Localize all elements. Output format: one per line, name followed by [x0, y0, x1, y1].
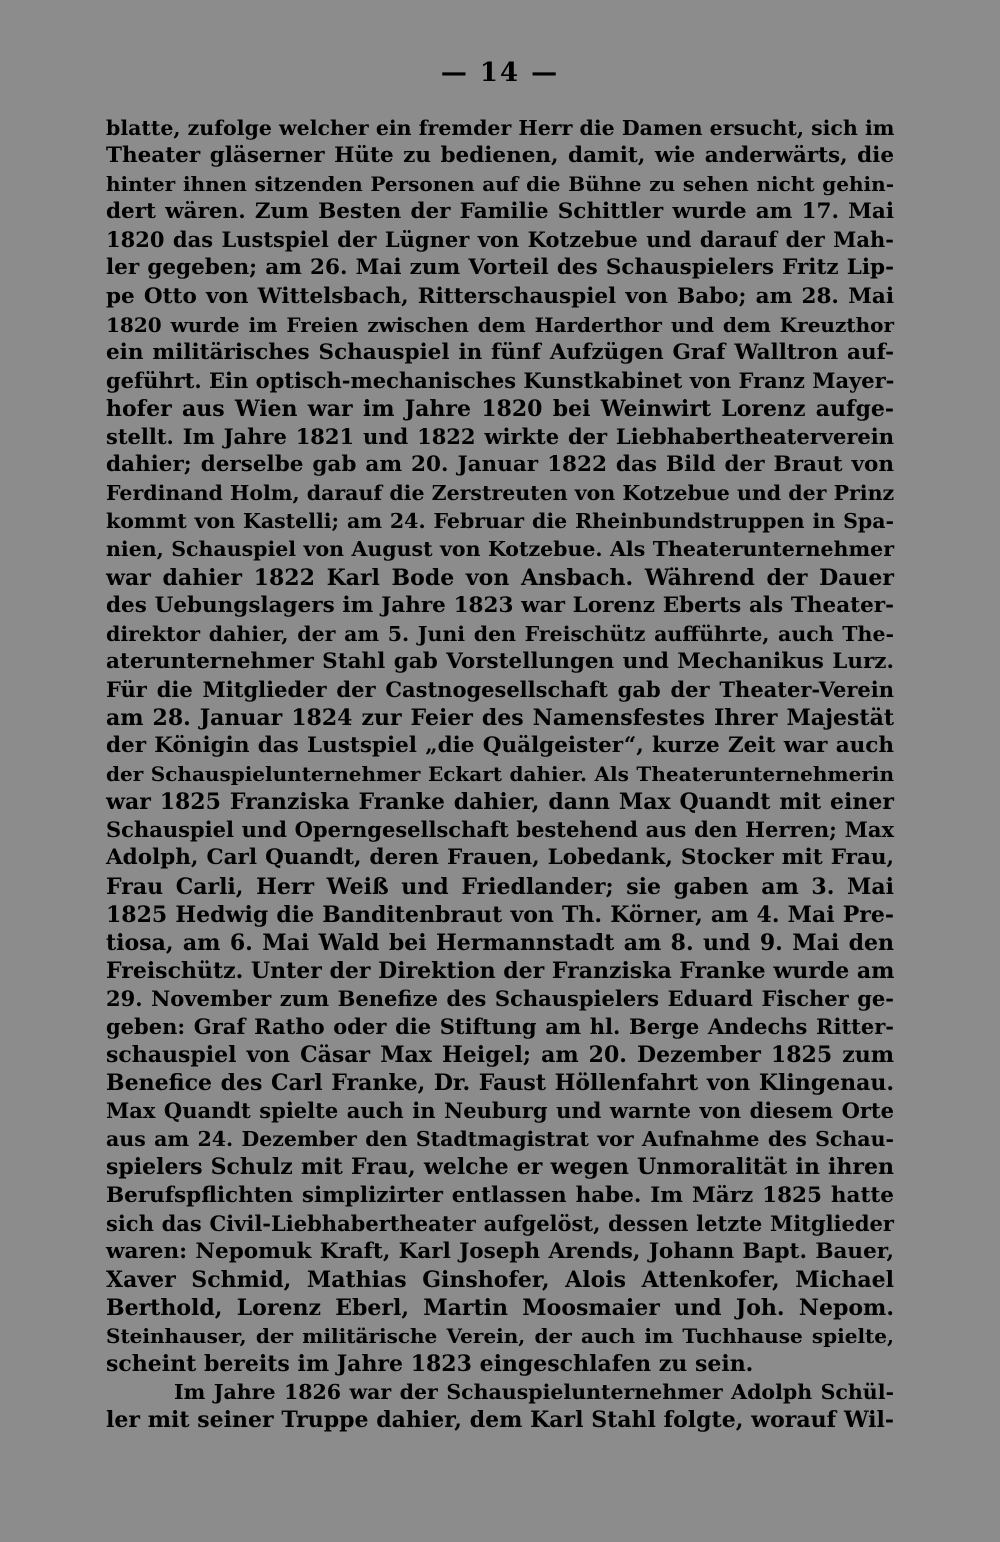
text-line: stellt. Im Jahre 1821 und 1822 wirkte der Liebhabertheaterverein [106, 424, 894, 450]
text-line: spielers Schulz mit Frau, welche er wegen Unmoralität in ihren [106, 1154, 894, 1181]
text-line: dahier; derselbe gab am 20. Januar 1822 das Bild der Braut von [106, 452, 894, 478]
text-line: 29. November zum Benefize des Schauspielers Eduard Fischer ge- [106, 985, 894, 1011]
text-line: des Uebungslagers im Jahre 1823 war Lorenz Eberts als Theater- [106, 592, 894, 618]
text-line: nien, Schauspiel von August von Kotzebue. Als Theaterunternehmer [106, 537, 894, 562]
text-line: sich das Civil-Liebhabertheater aufgelöst, dessen letzte Mitglieder [106, 1210, 894, 1236]
text-line: blatte, zufolge welcher ein fremder Herr die Damen ersucht, sich im [106, 116, 895, 140]
text-line: 1825 Hedwig die Banditenbraut von Th. Körner, am 4. Mai Pre- [106, 901, 894, 928]
text-line: direktor dahier, der am 5. Juni den Freischütz aufführte, auch The- [106, 621, 894, 646]
text-line: Theater gläserner Hüte zu bedienen, damit, wie anderwärts, die [106, 143, 894, 169]
text-line: ein militärisches Schauspiel in fünf Aufzügen Graf Walltron auf- [106, 339, 894, 365]
text-line: aterunternehmer Stahl gab Vorstellungen und Mechanikus Lurz. [106, 648, 894, 674]
text-line: der Königin das Lustspiel „die Quälgeister“, kurze Zeit war auch [106, 733, 894, 759]
text-line: Schauspiel und Operngesellschaft bestehend aus den Herren; Max [106, 817, 894, 843]
text-line: Freischütz. Unter der Direktion der Franziska Franke wurde am [106, 957, 895, 984]
text-line: dert wären. Zum Besten der Familie Schittler wurde am 17. Mai [106, 199, 894, 225]
text-line: geführt. Ein optisch-mechanisches Kunstkabinet von Franz Mayer- [106, 367, 895, 393]
text-line: hinter ihnen sitzenden Personen auf die Bühne zu sehen nicht gehin- [106, 172, 894, 197]
text-line: aus am 24. Dezember den Stadtmagistrat vor Aufnahme des Schau- [106, 1127, 894, 1152]
text-line: ler mit seiner Truppe dahier, dem Karl Stahl folgte, worauf Wil- [106, 1407, 894, 1434]
text-line: scheint bereits im Jahre 1823 eingeschlafen zu sein. [106, 1351, 754, 1378]
text-line: geben: Graf Ratho oder die Stiftung am hl. Berge Andechs Ritter- [106, 1014, 894, 1039]
text-line: Max Quandt spielte auch in Neuburg und warnte von diesem Orte [106, 1098, 894, 1124]
text-line: Ferdinand Holm, darauf die Zerstreuten von Kotzebue und der Prinz [106, 481, 895, 506]
text-line: Steinhauser, der militärische Verein, der auch im Tuchhause spielte, [106, 1324, 894, 1349]
text-line: Berthold, Lorenz Eberl, Martin Moosmaier und Joh. Nepom. [106, 1294, 894, 1321]
text-line: hofer aus Wien war im Jahre 1820 bei Weinwirt Lorenz aufge- [106, 395, 894, 422]
text-line: Frau Carli, Herr Weiß und Friedlander; sie gaben am 3. Mai [106, 873, 894, 900]
body-text [106, 114, 894, 1434]
text-line: Benefice des Carl Franke, Dr. Faust Höllenfahrt von Klingenau. [106, 1070, 894, 1097]
text-line: Im Jahre 1826 war der Schauspielunternehmer Adolph Schül- [174, 1380, 894, 1405]
text-line: der Schauspielunternehmer Eckart dahier. Als Theaterunternehmerin [106, 762, 894, 787]
text-line: schauspiel von Cäsar Max Heigel; am 20. Dezember 1825 zum [106, 1042, 894, 1069]
text-line: 1820 das Lustspiel der Lügner von Kotzebue und darauf der Mah- [106, 227, 894, 253]
text-line: war dahier 1822 Karl Bode von Ansbach. Während der Dauer [106, 564, 894, 591]
text-line: am 28. Januar 1824 zur Feier des Namensfestes Ihrer Majestät [106, 704, 894, 731]
text-line: kommt von Kastelli; am 24. Februar die Rheinbundstruppen in Spa- [106, 509, 894, 534]
text-line: war 1825 Franziska Franke dahier, dann Max Quandt mit einer [106, 789, 894, 816]
text-line: tiosa, am 6. Mai Wald bei Hermannstadt am 8. und 9. Mai den [106, 929, 894, 956]
text-line: pe Otto von Wittelsbach, Ritterschauspiel von Babo; am 28. Mai [106, 283, 894, 309]
text-line: Für die Mitglieder der Castnogesellschaft gab der Theater-Verein [106, 676, 894, 702]
text-line: waren: Nepomuk Kraft, Karl Joseph Arends, Johann Bapt. Bauer, [106, 1238, 894, 1264]
page-number: — 14 — [440, 58, 560, 88]
text-line: Berufspflichten simplizirter entlassen habe. Im März 1825 hatte [106, 1182, 894, 1208]
text-line: Xaver Schmid, Mathias Ginshofer, Alois Attenkofer, Michael [106, 1266, 894, 1293]
text-line: 1820 wurde im Freien zwischen dem Harderthor und dem Kreuzthor [106, 312, 894, 337]
text-line: Adolph, Carl Quandt, deren Frauen, Lobedank, Stocker mit Frau, [106, 845, 894, 871]
text-line: ler gegeben; am 26. Mai zum Vorteil des Schauspielers Fritz Lip- [106, 255, 894, 281]
